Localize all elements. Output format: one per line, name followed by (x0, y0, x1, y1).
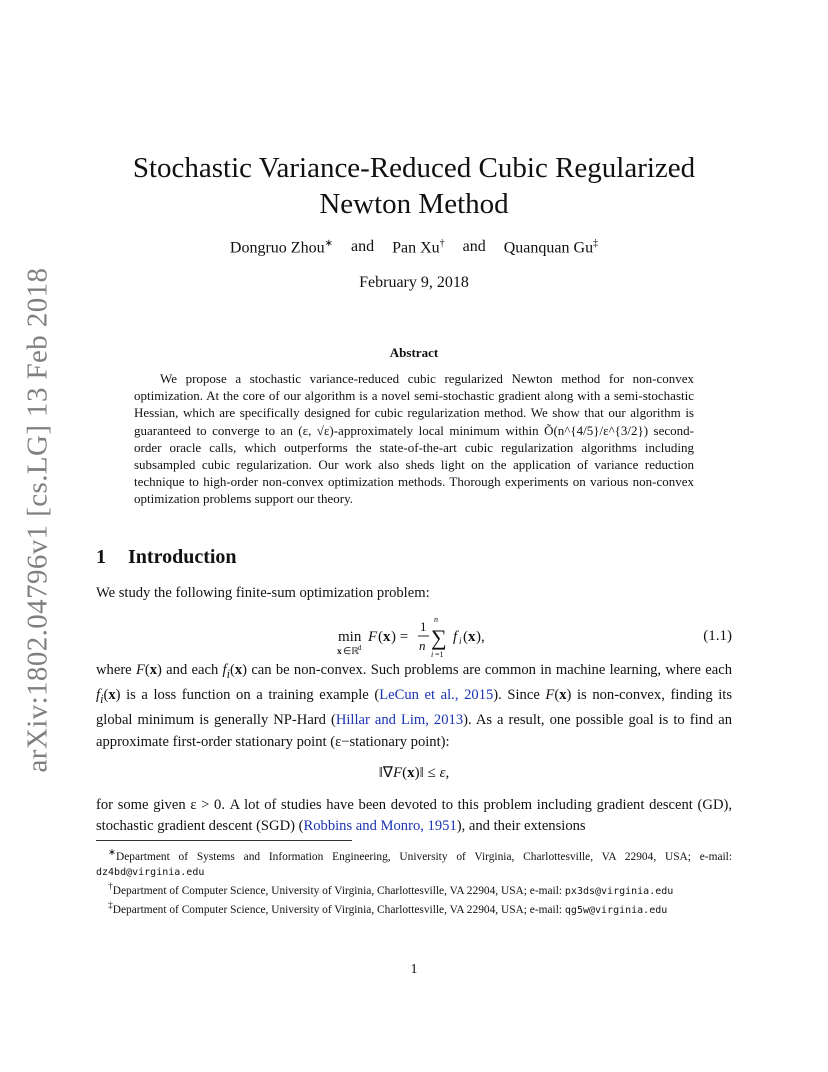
svg-text:),: ), (476, 629, 485, 645)
svg-text:F: F (368, 629, 378, 645)
abstract-body (134, 370, 694, 508)
paper-date: February 9, 2018 (359, 274, 469, 291)
svg-text:∈ℝ: ∈ℝ (343, 647, 359, 657)
svg-text:n: n (419, 638, 426, 653)
svg-text:f: f (453, 629, 458, 645)
author: Quanquan Gu‡ (503, 238, 599, 257)
author-list (96, 238, 732, 257)
footnote: ∗Department of Systems and Information Engineering, University of Virginia, Charlottesville, VA 22904, USA; e-mail: dz4bd@virginia.edu (96, 848, 732, 878)
author-separator: and (462, 238, 486, 255)
footnote-rule (96, 840, 352, 841)
svg-text:∑: ∑ (431, 625, 447, 650)
citation-hillar[interactable]: Hillar and Lim, 2013 (335, 712, 464, 729)
email-link[interactable]: qg5w@virginia.edu (564, 905, 668, 916)
equation-1-1-formula (336, 614, 536, 660)
svg-text:x: x (468, 629, 476, 645)
arxiv-side-stamp: arXiv:1802.04796v1 [cs.LG] 13 Feb 2018 (21, 267, 54, 773)
citation-lecun[interactable]: LeCun et al., 2015 (379, 687, 494, 704)
svg-text:d: d (358, 644, 362, 652)
svg-text:=1: =1 (435, 650, 444, 659)
svg-text:(: ( (463, 629, 468, 645)
footnotes (96, 846, 732, 918)
footnote: †Department of Computer Science, University of Virginia, Charlottesville, VA 22904, USA; e-mail: px3ds@virginia.edu (108, 882, 674, 897)
svg-text:1: 1 (420, 619, 427, 634)
author: Dongruo Zhou∗ (229, 238, 333, 257)
svg-text:x: x (337, 647, 342, 657)
intro-paragraph-2: where F(x) and each $f_i(x)$ can be non-convex. Such problems are common in machine learning, where each $f_i(x)$ is a loss function on a training example (LeCun et al., 2015). Since F(x) is non-convex, finding its global minimum is generally NP-Hard (Hillar and Lim, 2013). As a result, one possible goal is to find an approximate first-order stationary point (ε−stationary point): (96, 662, 733, 750)
svg-text:(: ( (378, 629, 383, 645)
author-separator: and (350, 238, 375, 255)
abstract-text: We propose a stochastic variance-reduced cubic regularized Newton method for non-convex optimization. At the core of our algorithm is a novel semi-stochastic gradient along with a semi-stochastic Hessian, which are specifically designed for cubic regularization method. We show that our algorithm is guaranteed to converge to an (ε, √ε)-approximately local minimum within Õ(n^{4/5}/ε^{3/2}) second-order oracle calls, which outperforms the state-of-the-art cubic regularization algorithms including subsampled cubic regularization. Our work also sheds light on the application of variance reduction technique to high-order non-convex optimization methods. Thorough experiments on various non-convex optimization problems support our theory. (134, 371, 694, 507)
email-link[interactable]: px3ds@virginia.edu (564, 886, 674, 897)
intro-paragraph-1: We study the following finite-sum optimization problem: (96, 585, 430, 601)
citation-robbins[interactable]: Robbins and Monro, 1951 (303, 818, 457, 835)
footnote: ‡Department of Computer Science, University of Virginia, Charlottesville, VA 22904, USA; e-mail: qg5w@virginia.edu (108, 901, 668, 916)
page-number: 1 (410, 962, 418, 977)
section-heading (96, 546, 237, 569)
author: Pan Xu† (392, 238, 445, 257)
svg-text:) =: ) = (391, 629, 409, 645)
equation-stationary: ‖∇F(x)‖ ≤ ε, (378, 765, 450, 781)
abstract-heading: Abstract (389, 345, 439, 360)
paper-title: Stochastic Variance-Reduced Cubic Regularized Newton Method (132, 152, 696, 220)
intro-paragraph-3: for some given ε > 0. A lot of studies have been devoted to this problem including gradient descent (GD), stochastic gradient descent (SGD) (Robbins and Monro, 1951), and their extensions (96, 797, 732, 835)
svg-text:i: i (459, 636, 462, 646)
svg-text:x: x (383, 629, 391, 645)
section-number: 1 (96, 546, 106, 568)
svg-text:i: i (431, 650, 434, 659)
svg-text:min: min (338, 629, 362, 645)
section-title: Introduction (128, 546, 237, 568)
equation-number: (1.1) (703, 628, 732, 644)
email-link[interactable]: dz4bd@virginia.edu (96, 867, 205, 878)
equation-1-1 (96, 614, 732, 658)
svg-text:n: n (434, 615, 438, 624)
